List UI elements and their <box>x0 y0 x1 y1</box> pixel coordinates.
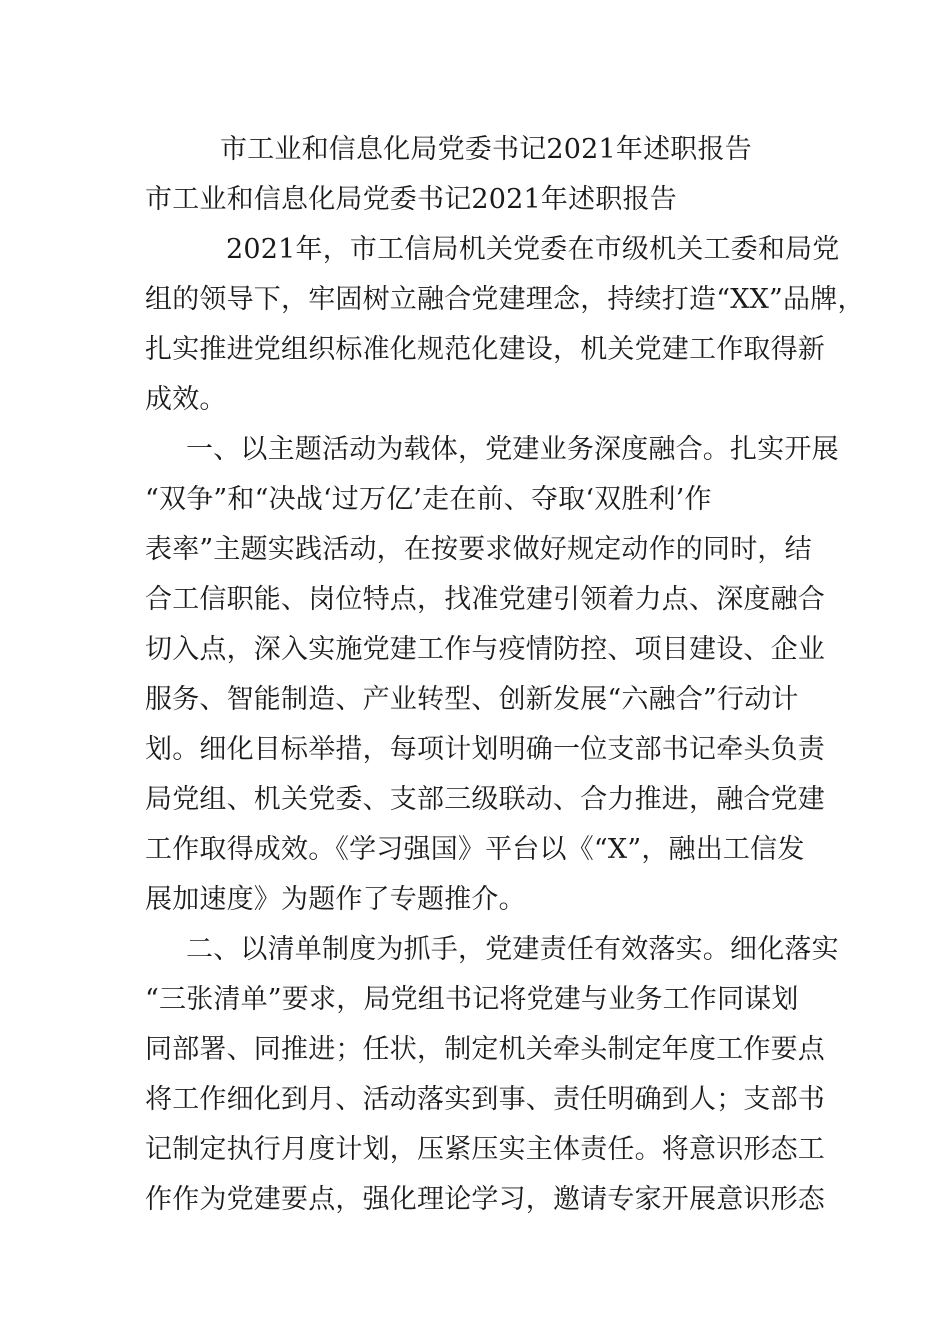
body-line: 切入点，深入实施党建工作与疫情防控、项目建设、企业 <box>145 634 825 665</box>
body-line: 同部署、同推进；任状，制定机关牵头制定年度工作要点 <box>145 1034 825 1065</box>
body-line: 划。细化目标举措，每项计划明确一位支部书记牵头负责 <box>145 734 825 765</box>
body-line: 服务、智能制造、产业转型、创新发展“六融合”行动计 <box>145 684 799 715</box>
body-line: 局党组、机关党委、支部三级联动、合力推进，融合党建 <box>145 784 825 815</box>
body-line: “双争”和“决战‘过万亿’走在前、夺取‘双胜利’作 <box>145 484 712 515</box>
body-line: 成效。 <box>145 384 227 415</box>
body-line: 展加速度》为题作了专题推介。 <box>145 884 526 915</box>
body-line: 组的领导下，牢固树立融合党建理念，持续打造“XX”品牌， <box>145 284 865 315</box>
body-line: 将工作细化到月、活动落实到事、责任明确到人；支部书 <box>145 1084 825 1115</box>
body-line: 记制定执行月度计划，压紧压实主体责任。将意识形态工 <box>145 1134 825 1165</box>
body-line: 工作取得成效。《学习强国》平台以《“X”，融出工信发 <box>145 834 805 865</box>
body-line: 扎实推进党组织标准化规范化建设，机关党建工作取得新 <box>145 334 825 365</box>
body-line: 作作为党建要点，强化理论学习，邀请专家开展意识形态 <box>145 1184 825 1215</box>
body-line: “三张清单”要求，局党组书记将党建与业务工作同谋划 <box>145 984 799 1015</box>
body-line: 二、以清单制度为抓手，党建责任有效落实。细化落实 <box>186 934 839 965</box>
document-title: 市工业和信息化局党委书记2021年述职报告 <box>220 134 752 165</box>
body-line: 2021年，市工信局机关党委在市级机关工委和局党 <box>226 234 840 265</box>
body-line: 合工信职能、岗位特点，找准党建引领着力点、深度融合 <box>145 584 825 615</box>
body-line: 一、以主题活动为载体，党建业务深度融合。扎实开展 <box>186 434 839 465</box>
document-subtitle: 市工业和信息化局党委书记2021年述职报告 <box>145 184 677 215</box>
body-line: 表率”主题实践活动，在按要求做好规定动作的同时，结 <box>145 534 812 565</box>
